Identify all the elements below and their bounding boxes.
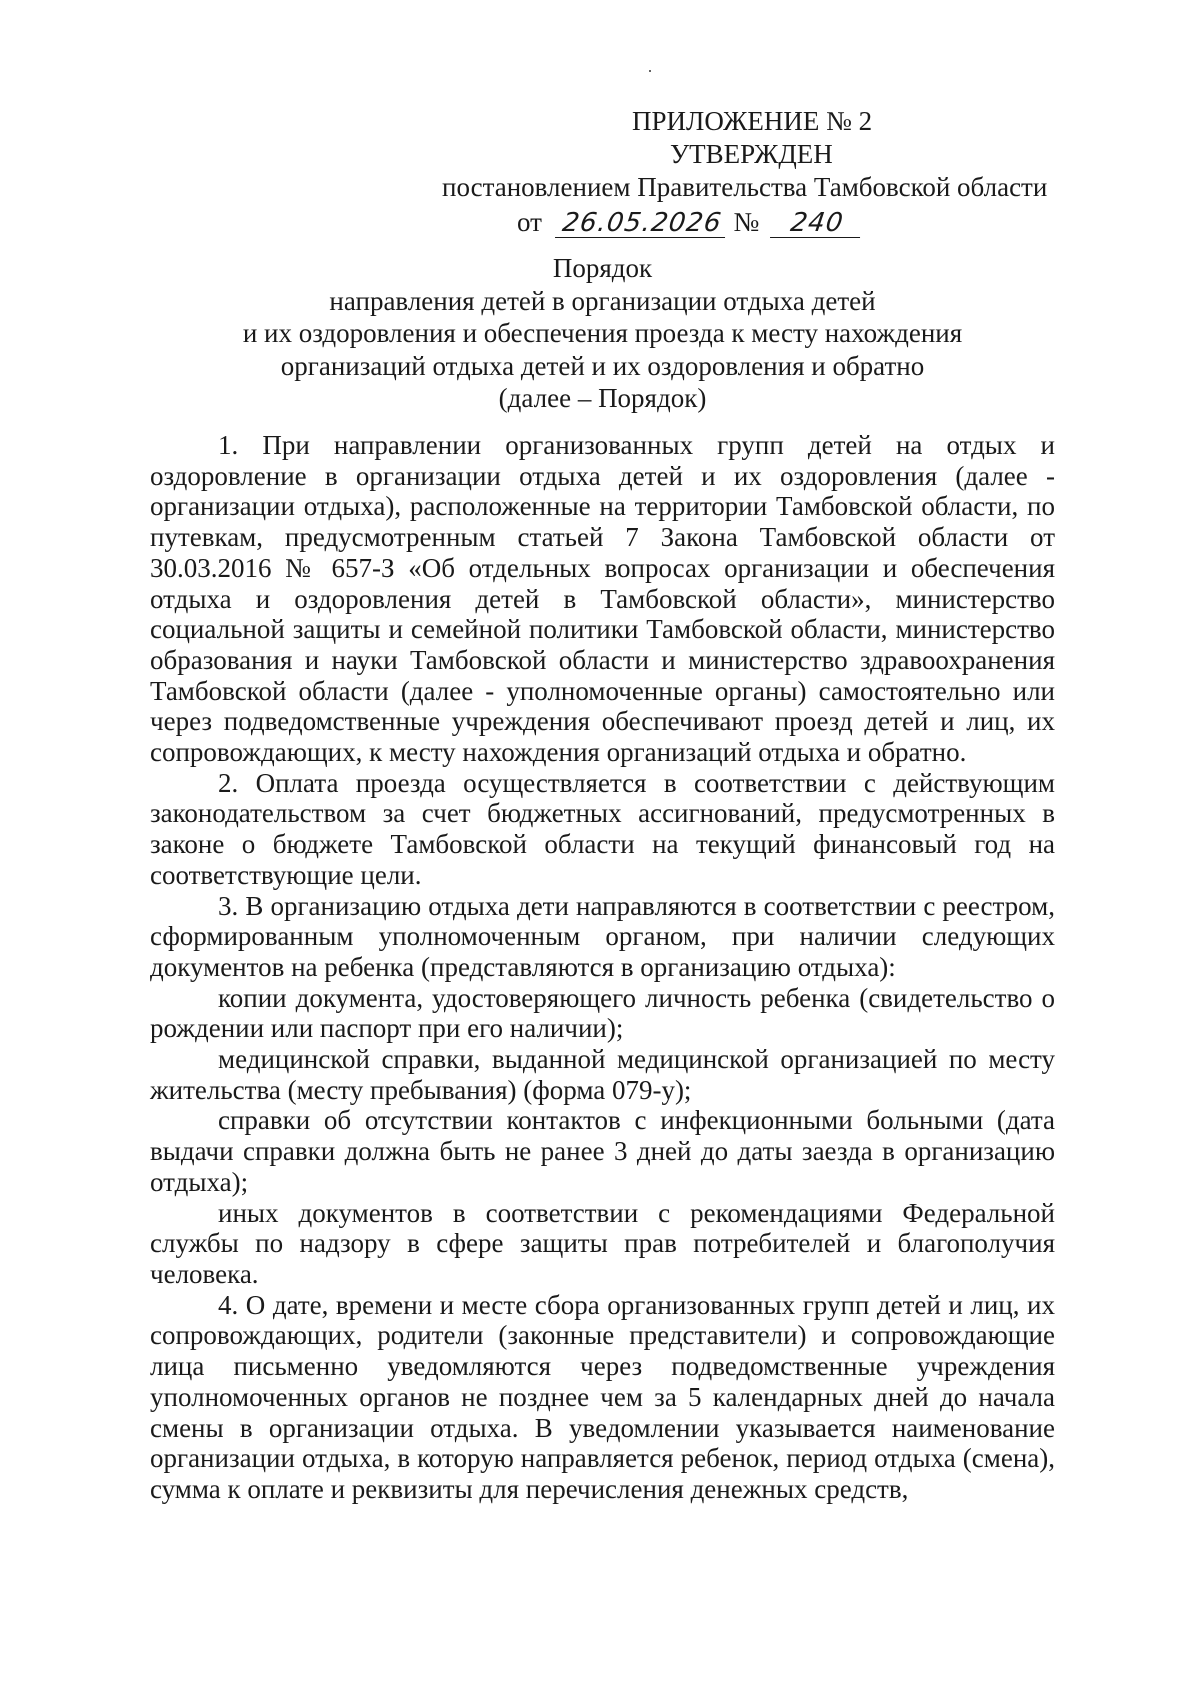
paragraph-3: 3. В организацию отдыха дети направляются в соответствии с реестром, сформированным уполномоченным органом, при наличии следующих документов на ребенка (представляются в организацию отдыха): (150, 890, 1055, 982)
paragraph-3-item-3: справки об отсутствии контактов с инфекционными больными (дата выдачи справки должна быть не ранее 3 дней до даты заезда в организацию отдыха); (150, 1105, 1055, 1197)
title-line-2: направления детей в организации отдыха детей (329, 285, 876, 316)
number-sign: № (733, 207, 760, 237)
paragraph-3-item-1: копии документа, удостоверяющего личность ребенка (свидетельство о рождении или паспорт при его наличии); (150, 982, 1055, 1044)
title-line-4: организаций отдыха детей и их оздоровления и обратно (280, 350, 925, 381)
handwritten-date: 26.05.2026 (555, 209, 729, 238)
document-title (150, 252, 1055, 415)
title-line-1: Порядок (552, 253, 653, 283)
document-body (150, 430, 1055, 1505)
title-line-5: (далее – Порядок) (498, 383, 707, 413)
decree-date-line (420, 206, 1080, 239)
paragraph-3-item-4: иных документов в соответствии с рекомендациями Федеральной службы по надзору в сфере защиты прав потребителей и благополучия человека. (150, 1197, 1055, 1289)
approval-block (420, 105, 1080, 239)
handwritten-number: 240 (770, 209, 864, 238)
paragraph-4: 4. О дате, времени и месте сбора организованных групп детей и лиц, их сопровождающих, родители (законные представители) и сопровождающие лица письменно уведомляются через подведомственные учреждения уполномоченных органов не позднее чем за 5 календарных дней до начала смены в организации отдыха. В уведомлении указывается наименование организации отдыха, в которую направляется ребенок, период отдыха (смена), сумма к оплате и реквизиты для перечисления денежных средств, (150, 1289, 1055, 1504)
paragraph-3-item-2: медицинской справки, выданной медицинской организацией по месту жительства (месту пребывания) (форма 079-у); (150, 1044, 1055, 1105)
title-line-3: и их оздоровления и обеспечения проезда к месту нахождения (242, 318, 963, 348)
approved-label: УТВЕРЖДЕН (670, 139, 833, 169)
decree-line: постановлением Правительства Тамбовской области (442, 172, 1048, 202)
appendix-label: ПРИЛОЖЕНИЕ № 2 (632, 106, 873, 136)
paragraph-1: 1. При направлении организованных групп детей на отдых и оздоровление в организации отдыха детей и их оздоровления (далее - организации отдыха), расположенные на территории Тамбовской области, по путевкам, предусмотренным статьей 7 Закона Тамбовской области от 30.03.2016 № 657-З «Об отдельных вопросах организации и обеспечения отдыха и оздоровления детей в Тамбовской области», министерство социальной защиты и семейной политики Тамбовской области, министерство образования и науки Тамбовской области и министерство здравоохранения Тамбовской области (далее - уполномоченные органы) самостоятельно или через подведомственные учреждения обеспечивают проезд детей и лиц, их сопровождающих, к месту нахождения организаций отдыха и обратно. (150, 430, 1055, 768)
paragraph-2: 2. Оплата проезда осуществляется в соответствии с действующим законодательством за счет бюджетных ассигнований, предусмотренных в законе о бюджете Тамбовской области на текущий финансовый год на соответствующие цели. (150, 767, 1055, 890)
scan-speck (649, 70, 651, 72)
date-prefix: от (517, 207, 542, 237)
